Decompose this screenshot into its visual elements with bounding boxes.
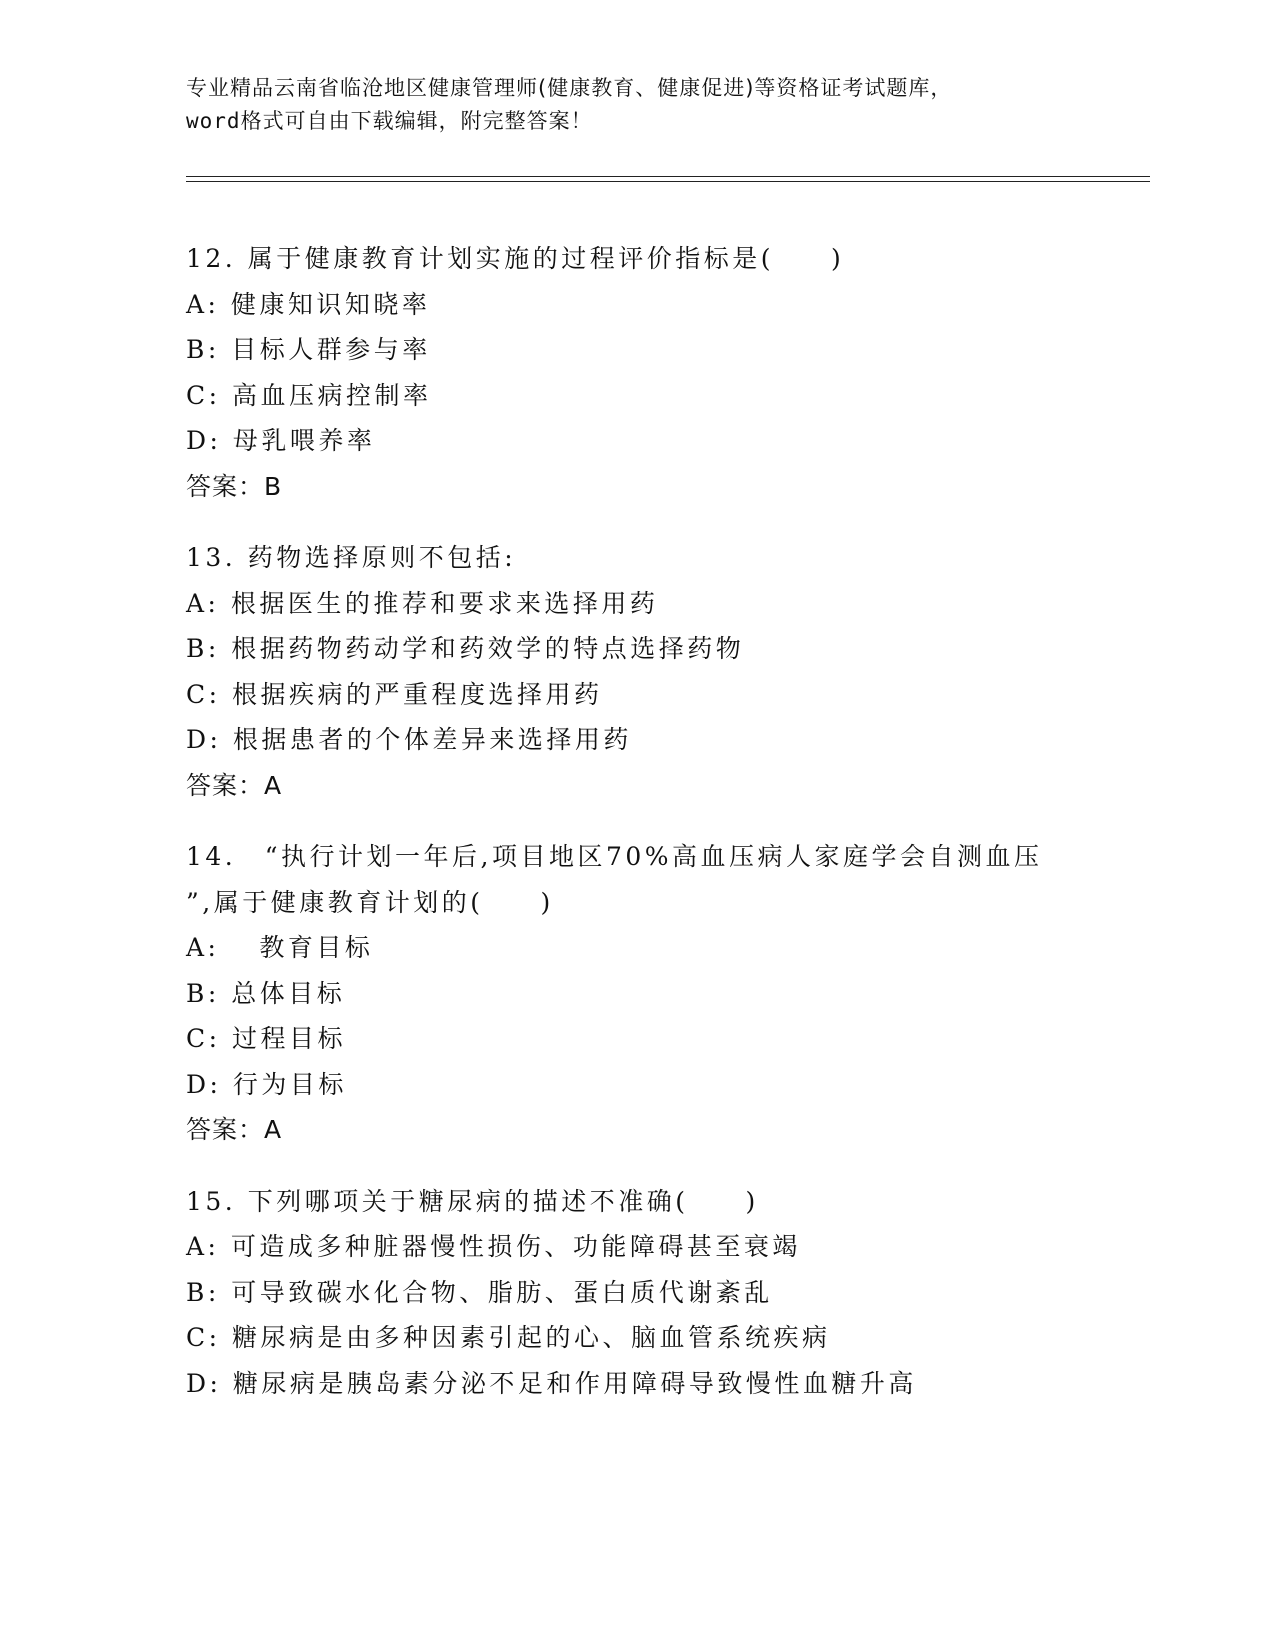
option-b: B: 可导致碳水化合物、脂肪、蛋白质代谢紊乱 <box>186 1277 773 1307</box>
option-a: A: 教育目标 <box>186 933 374 962</box>
question-stem: 14. “执行计划一年后,项目地区70%高血压病人家庭学会自测血压 <box>186 842 1043 871</box>
answer: 答案：B <box>186 471 283 501</box>
option-d: D: 母乳喂养率 <box>186 426 376 455</box>
option-c: C: 糖尿病是由多种因素引起的心、脑血管系统疾病 <box>186 1323 831 1352</box>
header-line-1: 专业精品云南省临沧地区健康管理师(健康教育、健康促进)等资格证考试题库， <box>186 76 953 100</box>
question-14 <box>186 834 1086 1153</box>
question-list <box>186 236 1086 1432</box>
question-stem: 12. 属于健康教育计划实施的过程评价指标是( ) <box>186 244 845 273</box>
answer: 答案：A <box>186 770 283 800</box>
option-b: B: 根据药物药动学和药效学的特点选择药物 <box>186 634 745 663</box>
option-b: B: 总体目标 <box>186 978 346 1008</box>
header-divider-bottom <box>186 181 1150 182</box>
option-c: C: 过程目标 <box>186 1024 346 1053</box>
option-b: B: 目标人群参与率 <box>186 335 431 364</box>
option-d: D: 行为目标 <box>186 1069 347 1099</box>
question-stem: 15. 下列哪项关于糖尿病的描述不准确( ) <box>186 1186 759 1216</box>
option-a: A: 健康知识知晓率 <box>186 289 431 319</box>
option-d: D: 根据患者的个体差异来选择用药 <box>186 725 632 754</box>
document-header <box>186 72 1066 138</box>
option-a: A: 根据医生的推荐和要求来选择用药 <box>186 588 659 618</box>
option-a: A: 可造成多种脏器慢性损伤、功能障碍甚至衰竭 <box>186 1232 801 1261</box>
option-c: C: 高血压病控制率 <box>186 380 432 410</box>
question-13 <box>186 535 1086 808</box>
question-12 <box>186 236 1086 509</box>
header-divider-top <box>186 176 1150 177</box>
answer: 答案：A <box>186 1115 283 1144</box>
header-line-2: word格式可自由下载编辑，附完整答案！ <box>186 109 593 133</box>
option-d: D: 糖尿病是胰岛素分泌不足和作用障碍导致慢性血糖升高 <box>186 1368 917 1398</box>
question-15 <box>186 1179 1086 1407</box>
option-c: C: 根据疾病的严重程度选择用药 <box>186 679 603 709</box>
question-stem-continued: ”,属于健康教育计划的( ) <box>186 887 554 917</box>
question-stem: 13. 药物选择原则不包括: <box>186 543 517 572</box>
